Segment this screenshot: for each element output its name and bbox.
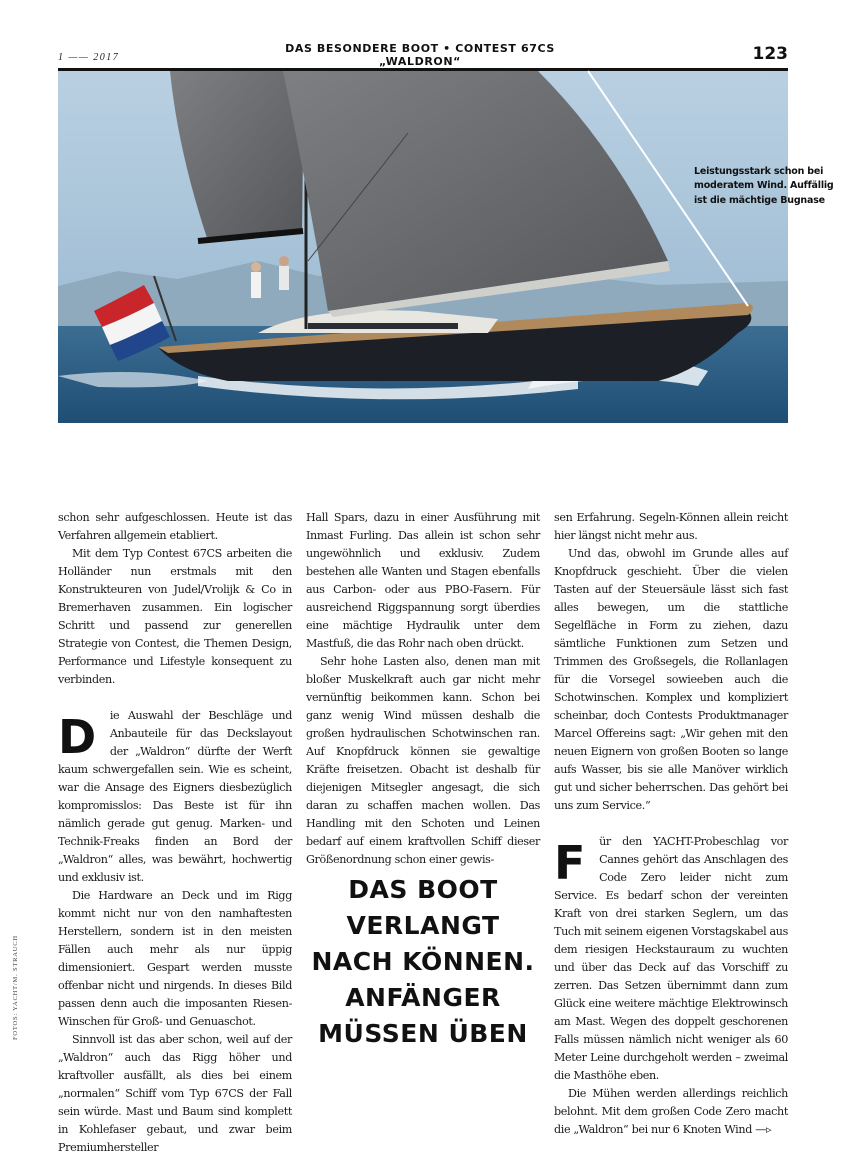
windows — [308, 323, 458, 329]
drop-cap: D — [58, 710, 96, 764]
paragraph-text: ie Auswahl der Beschläge und Anbauteile für das Deckslayout der „Waldron“ dürfte der Werft kaum schwergefallen sein. Wie es scheint, war die Ansage des Eigners diesbezüglich kompromisslos: Das Beste ist für ihn nämlich gerade gut genug. Marken- und Technik-Freaks finden an Bord der „Waldron“ alles, was bewährt, hochwertig und exklusiv ist. — [58, 709, 292, 884]
paragraph-text: ür den YACHT-Probeschlag vor Cannes gehört das Anschlagen des Code Zero leider nicht zum Service. Es bedarf schon der vereinten Kraft von drei starken Seglern, um das Tuch mit seinem eigenen Vorstagskabel aus dem riesigen Heckstauraum zu wuchten und über das Deck auf das Vorschiff zu zerren. Das Setzen übernimmt dann zum Glück eine weitere mächtige Elektrowinsch am Mast. Wegen des doppelt geschorenen Falls müssen nämlich nicht weniger als 60 Meter Leine durchgeholt werden – zweimal die Masthöhe eben. — [554, 835, 788, 1082]
pull-quote-line: DAS BOOT — [348, 875, 498, 904]
pull-quote-line: ANFÄNGER — [345, 983, 501, 1012]
paragraph: schon sehr aufgeschlossen. Heute ist das Verfahren allgemein etabliert. — [58, 511, 292, 542]
pull-quote-line: MÜSSEN ÜBEN — [318, 1019, 528, 1048]
crew-body-2 — [279, 266, 289, 290]
crew-head-1 — [251, 262, 261, 272]
paragraph: Mit dem Typ Contest 67CS arbeiten die Holländer nun erstmals mit den Konstrukteuren von Judel/Vrolijk & Co in Bremerhaven zusammen. Ein logischer Schritt und passend zur generellen Strategie von Contest, die Themen Design, Performance und Lifestyle konsequent zu verbinden. — [58, 547, 292, 686]
crew-head-2 — [279, 256, 289, 266]
paragraph: Und das, obwohl im Grunde alles auf Knopfdruck geschieht. Über die vielen Tasten auf der Steuersäule lässt sich fast alles bewegen, um die stattliche Segelfläche in Form zu ziehen, dazu sämtliche Funktionen zum Setzen und Trimmen des Großsegels, die Rollanlagen für die Vorsegel sowieeben auch die Schotwinschen. Komplex und kompliziert scheinbar, doch Contests Produktmanager Marcel Offereins sagt: „Wir gehen mit den neuen Eignern von großen Booten so lange aufs Wasser, bis sie alle Manöver wirklich gut und sicher beherrschen. Das gehört bei uns zum Service.“ — [554, 547, 788, 812]
issue-number: 1 —— 2017 — [58, 52, 120, 63]
drop-cap: F — [554, 836, 586, 890]
paragraph: Die Hardware an Deck und im Rigg kommt nicht nur von den namhaftesten Herstellern, sondern ist in den meisten Fällen auch mehr als nur üppig dimensioniert. Gespart werden musste offenbar nicht und nirgends. In dieses Bild passen denn auch die imposanten Riesen-Winschen für Groß- und Genuaschot. — [58, 889, 292, 1028]
yacht-illustration — [58, 71, 788, 423]
paragraph: sen Erfahrung. Segeln-Können allein reicht hier längst nicht mehr aus. — [554, 511, 788, 542]
article-column-3 — [554, 509, 788, 1139]
dropcap-paragraph — [554, 833, 788, 1085]
yacht-photo — [58, 71, 834, 423]
pull-quote — [306, 872, 540, 1052]
dropcap-paragraph — [58, 707, 292, 887]
photo-credit: FOTOS: YACHT/M. STRAUCH — [12, 935, 19, 1040]
pull-quote-line: VERLANGT — [346, 911, 500, 940]
article-column-2 — [306, 509, 540, 869]
pull-quote-line: NACH KÖNNEN. — [311, 947, 535, 976]
paragraph: Sinnvoll ist das aber schon, weil auf der „Waldron“ auch das Rigg höher und kraftvoller ausfällt, als dies bei einem „normalen“ Schiff vom Typ 67CS der Fall sein würde. Mast und Baum sind komplett in Kohlefaser gebaut, und zwar beim Premiumhersteller — [58, 1033, 292, 1154]
page-number: 123 — [752, 44, 788, 64]
crew-body-1 — [251, 272, 261, 298]
paragraph: Die Mühen werden allerdings reichlich belohnt. Mit dem großen Code Zero macht die „Waldron“ bei nur 6 Knoten Wind —▹ — [554, 1087, 788, 1136]
paragraph: Sehr hohe Lasten also, denen man mit bloßer Muskelkraft auch gar nicht mehr vernünftig beikommen kann. Schon bei ganz wenig Wind müssen deshalb die großen hydraulischen Schotwinschen ran. Auf Knopfdruck können sie gewaltige Kräfte freisetzen. Obacht ist deshalb für diejenigen Mitsegler angesagt, die sich daran zu schaffen machen wollen. Das Handling mit den Schoten und Leinen bedarf auf einem kraftvollen Schiff dieser Größenordnung schon einer gewis- — [306, 655, 540, 866]
running-title: DAS BESONDERE BOOT • CONTEST 67CS „WALDRON“ — [285, 42, 555, 68]
article-column-1 — [58, 509, 292, 1157]
photo-caption: Leistungsstark schon bei moderatem Wind. Auffällig ist die mächtige Bugnase — [694, 166, 834, 206]
paragraph: Hall Spars, dazu in einer Ausführung mit Inmast Furling. Das allein ist schon sehr ungewöhnlich und exklusiv. Zudem bestehen alle Wanten und Stagen ebenfalls aus Carbon- oder aus PBO-Fasern. Für ausreichend Riggspannung sorgt überdies eine mächtige Hydraulik unter dem Mastfuß, die das Rohr nach oben drückt. — [306, 511, 540, 650]
